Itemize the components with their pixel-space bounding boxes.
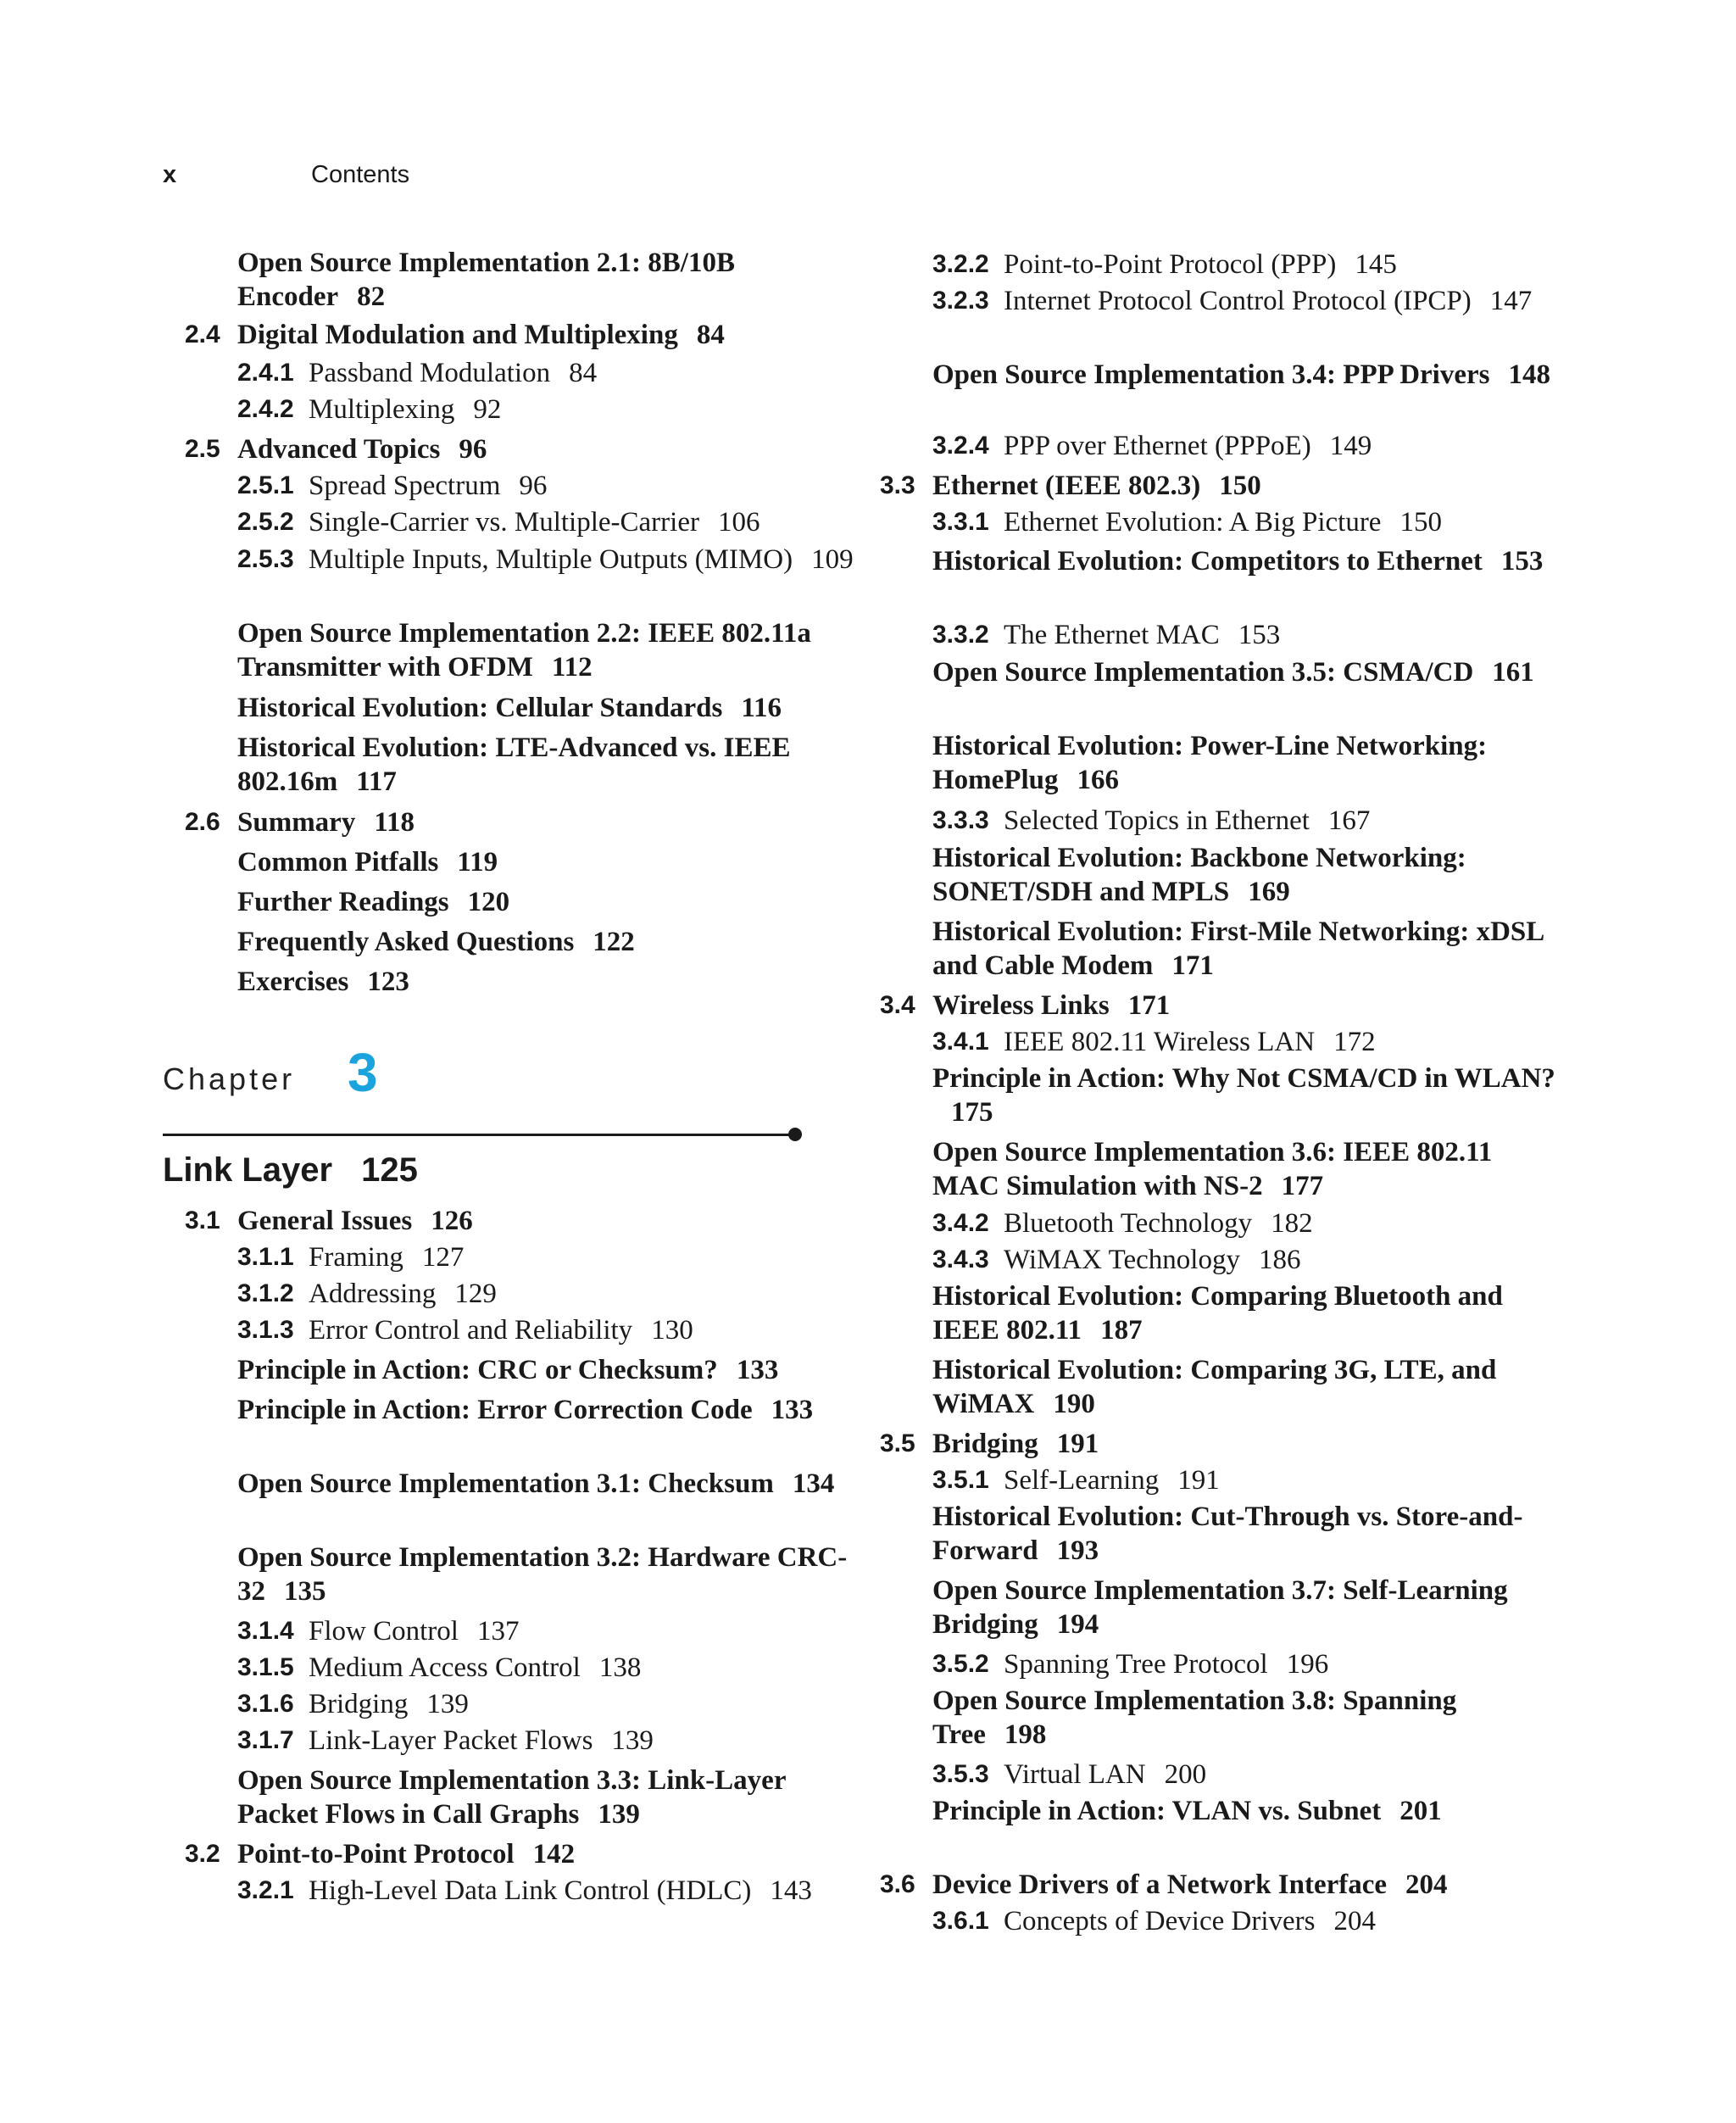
toc-entry-text bbox=[932, 1135, 1560, 1203]
toc-feature-entry[interactable] bbox=[932, 1794, 1560, 1828]
toc-entry-page: 133 bbox=[771, 1395, 814, 1425]
toc-entry-page: 171 bbox=[1171, 950, 1214, 981]
toc-section-entry[interactable] bbox=[185, 1204, 812, 1238]
toc-entry-page: 92 bbox=[473, 394, 502, 425]
toc-entry-text bbox=[932, 1243, 1560, 1277]
toc-section-entry[interactable] bbox=[185, 1837, 812, 1871]
toc-feature-entry[interactable] bbox=[932, 655, 1560, 689]
toc-entry-text bbox=[932, 358, 1560, 392]
toc-entry-page: 118 bbox=[374, 807, 415, 838]
toc-entry-text bbox=[237, 432, 812, 466]
toc-feature-entry[interactable] bbox=[932, 841, 1560, 909]
toc-subsection-entry[interactable] bbox=[932, 1243, 1560, 1277]
toc-feature-entry[interactable] bbox=[932, 1062, 1560, 1129]
toc-entry-number: 3.3.2 bbox=[932, 621, 989, 649]
toc-subsection-entry[interactable] bbox=[237, 469, 865, 503]
toc-entry-page: 200 bbox=[1164, 1759, 1207, 1790]
toc-entry-page: 186 bbox=[1258, 1245, 1301, 1275]
chapter-title-text: Link Layer bbox=[163, 1151, 333, 1189]
toc-entry-page: 172 bbox=[1333, 1027, 1376, 1057]
toc-subsection-entry[interactable] bbox=[237, 1874, 865, 1908]
toc-entry-page: 150 bbox=[1219, 471, 1261, 501]
toc-entry-page: 122 bbox=[593, 927, 635, 957]
toc-entry-text bbox=[932, 248, 1560, 281]
toc-entry-text bbox=[237, 1313, 865, 1347]
toc-entry-text bbox=[237, 691, 865, 725]
toc-entry-title: Historical Evolution: LTE-Advanced vs. IEEE 802.16m bbox=[237, 733, 791, 797]
toc-entry-text bbox=[237, 543, 865, 577]
toc-entry-number: 3.2.3 bbox=[932, 287, 989, 315]
toc-entry-title: Further Readings bbox=[237, 887, 449, 917]
toc-feature-entry[interactable] bbox=[237, 925, 865, 959]
toc-entry-page: 201 bbox=[1399, 1796, 1442, 1826]
toc-entry-page: 193 bbox=[1056, 1535, 1099, 1566]
toc-subsection-entry[interactable] bbox=[237, 393, 865, 426]
toc-entry-title: WiMAX Technology bbox=[1004, 1245, 1240, 1275]
toc-entry-number: 3.6.1 bbox=[932, 1907, 989, 1935]
toc-entry-title: Bluetooth Technology bbox=[1004, 1208, 1253, 1239]
toc-entry-title: Selected Topics in Ethernet bbox=[1004, 805, 1310, 836]
toc-entry-text bbox=[237, 965, 865, 999]
chapter-title bbox=[163, 1151, 418, 1190]
toc-entry-text bbox=[237, 1874, 865, 1908]
toc-entry-title: Historical Evolution: Comparing Bluetooth and IEEE 802.11 bbox=[932, 1281, 1503, 1346]
toc-entry-page: 194 bbox=[1056, 1609, 1099, 1640]
toc-entry-text bbox=[932, 1684, 1560, 1752]
toc-entry-title: Concepts of Device Drivers bbox=[1004, 1906, 1316, 1936]
toc-entry-title: Open Source Implementation 3.1: Checksum bbox=[237, 1468, 774, 1499]
toc-entry-title: Historical Evolution: Backbone Networking: SONET/SDH and MPLS bbox=[932, 843, 1466, 907]
toc-feature-entry[interactable] bbox=[237, 1541, 865, 1608]
toc-entry-page: 148 bbox=[1508, 359, 1550, 390]
toc-subsection-entry[interactable] bbox=[237, 1313, 865, 1347]
toc-entry-text bbox=[237, 1614, 865, 1648]
toc-entry-text bbox=[932, 544, 1560, 578]
toc-entry-text bbox=[932, 284, 1560, 318]
toc-entry-number: 3.2.4 bbox=[932, 432, 989, 460]
toc-section-entry[interactable] bbox=[185, 805, 812, 839]
toc-entry-number: 3.3 bbox=[880, 471, 915, 499]
toc-feature-entry[interactable] bbox=[237, 885, 865, 919]
toc-entry-number: 2.5.1 bbox=[237, 471, 294, 499]
toc-entry-title: Spread Spectrum bbox=[309, 471, 501, 501]
toc-entry-number: 2.5.2 bbox=[237, 508, 294, 536]
toc-subsection-entry[interactable] bbox=[237, 543, 865, 577]
toc-entry-title: Single-Carrier vs. Multiple-Carrier bbox=[309, 507, 699, 538]
toc-entry-text bbox=[932, 841, 1560, 909]
toc-entry-text bbox=[237, 393, 865, 426]
toc-entry-number: 2.4 bbox=[185, 320, 220, 348]
toc-entry-text bbox=[237, 469, 865, 503]
toc-entry-title: Virtual LAN bbox=[1004, 1759, 1146, 1790]
toc-entry-page: 191 bbox=[1056, 1429, 1099, 1459]
toc-feature-entry[interactable] bbox=[932, 1574, 1560, 1641]
toc-entry-title: Medium Access Control bbox=[309, 1652, 581, 1683]
toc-entry-number: 3.1.3 bbox=[237, 1316, 294, 1344]
toc-section-entry[interactable] bbox=[880, 1427, 1507, 1461]
toc-entry-text bbox=[237, 1724, 865, 1758]
toc-entry-page: 117 bbox=[356, 766, 397, 797]
toc-entry-title: Principle in Action: Why Not CSMA/CD in WLAN? bbox=[932, 1063, 1555, 1094]
toc-subsection-entry[interactable] bbox=[932, 1647, 1560, 1681]
toc-entry-text bbox=[237, 505, 865, 539]
toc-subsection-entry[interactable] bbox=[932, 284, 1560, 318]
toc-entry-title: Common Pitfalls bbox=[237, 847, 439, 878]
toc-entry-page: 204 bbox=[1333, 1906, 1376, 1936]
toc-entry-page: 161 bbox=[1492, 657, 1534, 688]
chapter-title-page: 125 bbox=[361, 1151, 418, 1189]
toc-entry-text bbox=[932, 1463, 1560, 1497]
toc-subsection-entry[interactable] bbox=[932, 1758, 1560, 1791]
toc-entry-title: Summary bbox=[237, 807, 356, 838]
toc-entry-page: 120 bbox=[467, 887, 510, 917]
toc-entry-page: 130 bbox=[651, 1315, 693, 1346]
toc-entry-text bbox=[237, 1541, 865, 1608]
toc-entry-page: 135 bbox=[284, 1576, 326, 1607]
toc-entry-number: 3.5.3 bbox=[932, 1760, 989, 1788]
toc-entry-title: Spanning Tree Protocol bbox=[1004, 1649, 1268, 1680]
toc-entry-text bbox=[932, 505, 1560, 539]
toc-entry-number: 3.1.2 bbox=[237, 1279, 294, 1307]
toc-entry-page: 143 bbox=[770, 1875, 812, 1906]
toc-entry-text bbox=[237, 925, 865, 959]
toc-entry-title: Open Source Implementation 3.3: Link-Layer Packet Flows in Call Graphs bbox=[237, 1765, 786, 1830]
toc-entry-page: 82 bbox=[357, 281, 386, 312]
toc-entry-title: Ethernet Evolution: A Big Picture bbox=[1004, 507, 1382, 538]
toc-entry-text bbox=[237, 356, 865, 390]
toc-entry-text bbox=[932, 915, 1560, 983]
toc-entry-page: 204 bbox=[1405, 1869, 1448, 1900]
toc-entry-number: 3.6 bbox=[880, 1870, 915, 1898]
toc-entry-text bbox=[932, 1025, 1560, 1059]
toc-entry-title: Principle in Action: CRC or Checksum? bbox=[237, 1355, 718, 1385]
chapter-rule-dot bbox=[788, 1128, 802, 1141]
toc-entry-text bbox=[932, 1904, 1560, 1938]
toc-subsection-entry[interactable] bbox=[932, 429, 1560, 463]
toc-entry-text bbox=[237, 1204, 812, 1238]
toc-entry-title: Historical Evolution: Cellular Standards bbox=[237, 693, 723, 723]
toc-entry-title: Principle in Action: VLAN vs. Subnet bbox=[932, 1796, 1382, 1826]
toc-entry-text bbox=[237, 885, 865, 919]
toc-entry-number: 3.1.4 bbox=[237, 1617, 294, 1645]
toc-entry-number: 3.2.1 bbox=[237, 1876, 294, 1904]
toc-entry-title: Point-to-Point Protocol bbox=[237, 1839, 515, 1869]
toc-entry-title: Self-Learning bbox=[1004, 1465, 1160, 1496]
toc-feature-entry[interactable] bbox=[237, 965, 865, 999]
toc-entry-title: Open Source Implementation 2.1: 8B/10B Encoder bbox=[237, 248, 735, 312]
toc-subsection-entry[interactable] bbox=[237, 1240, 865, 1274]
toc-entry-page: 175 bbox=[951, 1097, 993, 1128]
toc-entry-title: Link-Layer Packet Flows bbox=[309, 1725, 593, 1756]
toc-feature-entry[interactable] bbox=[932, 1135, 1560, 1203]
toc-entry-text bbox=[237, 731, 865, 799]
toc-feature-entry[interactable] bbox=[932, 915, 1560, 983]
toc-entry-title: Historical Evolution: Competitors to Ethernet bbox=[932, 546, 1483, 577]
toc-entry-text bbox=[237, 246, 865, 314]
toc-entry-text bbox=[932, 1500, 1560, 1568]
toc-subsection-entry[interactable] bbox=[237, 1687, 865, 1721]
toc-entry-page: 84 bbox=[696, 320, 725, 350]
toc-entry-title: PPP over Ethernet (PPPoE) bbox=[1004, 431, 1311, 461]
toc-entry-number: 3.2.2 bbox=[932, 250, 989, 278]
toc-entry-title: Open Source Implementation 3.4: PPP Drivers bbox=[932, 359, 1490, 390]
toc-entry-title: Addressing bbox=[309, 1279, 437, 1309]
toc-feature-entry[interactable] bbox=[237, 1764, 865, 1831]
toc-entry-number: 3.1.6 bbox=[237, 1690, 294, 1718]
toc-entry-text bbox=[932, 1279, 1560, 1347]
toc-entry-number: 2.4.2 bbox=[237, 395, 294, 423]
toc-entry-number: 3.1.5 bbox=[237, 1653, 294, 1681]
toc-entry-number: 3.1.7 bbox=[237, 1726, 294, 1754]
toc-entry-number: 3.4.1 bbox=[932, 1028, 989, 1056]
toc-entry-title: Open Source Implementation 3.5: CSMA/CD bbox=[932, 657, 1474, 688]
toc-entry-text bbox=[237, 1467, 865, 1501]
toc-entry-number: 3.4 bbox=[880, 991, 915, 1019]
toc-subsection-entry[interactable] bbox=[237, 505, 865, 539]
toc-entry-page: 112 bbox=[551, 652, 593, 683]
toc-feature-entry[interactable] bbox=[932, 729, 1560, 797]
toc-entry-title: Open Source Implementation 3.7: Self-Learning Bridging bbox=[932, 1575, 1508, 1640]
toc-entry-title: Historical Evolution: First-Mile Networking: xDSL and Cable Modem bbox=[932, 917, 1544, 981]
toc-entry-page: 142 bbox=[532, 1839, 576, 1869]
toc-entry-title: Passband Modulation bbox=[309, 358, 551, 388]
toc-entry-page: 116 bbox=[741, 693, 782, 723]
toc-entry-page: 96 bbox=[519, 471, 548, 501]
toc-subsection-entry[interactable] bbox=[932, 618, 1560, 652]
toc-section-entry[interactable] bbox=[880, 469, 1507, 503]
toc-entry-title: Multiplexing bbox=[309, 394, 455, 425]
toc-entry-text bbox=[932, 1647, 1560, 1681]
toc-entry-page: 139 bbox=[598, 1799, 640, 1830]
toc-entry-page: 147 bbox=[1489, 286, 1533, 316]
toc-entry-page: 123 bbox=[367, 967, 409, 997]
toc-entry-title: Ethernet (IEEE 802.3) bbox=[932, 471, 1201, 501]
toc-entry-page: 139 bbox=[426, 1689, 469, 1719]
toc-entry-text bbox=[932, 1574, 1560, 1641]
toc-entry-page: 167 bbox=[1327, 805, 1371, 836]
toc-entry-title: Open Source Implementation 3.2: Hardware CRC-32 bbox=[237, 1542, 848, 1607]
toc-entry-number: 3.3.3 bbox=[932, 806, 989, 834]
toc-entry-title: Error Control and Reliability bbox=[309, 1315, 633, 1346]
toc-entry-page: 177 bbox=[1281, 1171, 1324, 1201]
toc-entry-text bbox=[932, 729, 1560, 797]
toc-subsection-entry[interactable] bbox=[237, 1724, 865, 1758]
toc-entry-page: 96 bbox=[459, 434, 487, 465]
chapter-rule bbox=[163, 1134, 795, 1136]
toc-entry-number: 3.5.1 bbox=[932, 1466, 989, 1494]
toc-feature-entry[interactable] bbox=[237, 1467, 865, 1501]
toc-entry-page: 109 bbox=[811, 544, 854, 575]
toc-feature-entry[interactable] bbox=[932, 1279, 1560, 1347]
toc-entry-title: Exercises bbox=[237, 967, 349, 997]
toc-entry-text bbox=[932, 1062, 1560, 1129]
toc-entry-title: Open Source Implementation 2.2: IEEE 802.11a Transmitter with OFDM bbox=[237, 618, 811, 683]
toc-entry-text bbox=[932, 1353, 1560, 1421]
toc-entry-text bbox=[237, 1277, 865, 1311]
toc-entry-page: 191 bbox=[1177, 1465, 1220, 1496]
toc-entry-number: 3.1.1 bbox=[237, 1243, 294, 1271]
toc-entry-title: Frequently Asked Questions bbox=[237, 927, 575, 957]
toc-subsection-entry[interactable] bbox=[237, 1277, 865, 1311]
toc-entry-text bbox=[237, 1837, 812, 1871]
chapter-label: Chapter bbox=[163, 1062, 296, 1096]
toc-section-entry[interactable] bbox=[185, 432, 812, 466]
toc-entry-title: Historical Evolution: Comparing 3G, LTE, and WiMAX bbox=[932, 1355, 1497, 1419]
toc-subsection-entry[interactable] bbox=[237, 1651, 865, 1685]
toc-entry-text bbox=[932, 804, 1560, 838]
toc-entry-number: 3.4.2 bbox=[932, 1209, 989, 1237]
toc-entry-text bbox=[237, 805, 812, 839]
toc-entry-title: Open Source Implementation 3.8: Spanning Tree bbox=[932, 1686, 1457, 1750]
toc-entry-text bbox=[237, 318, 812, 352]
toc-entry-text bbox=[237, 616, 865, 684]
toc-feature-entry[interactable] bbox=[932, 1684, 1560, 1752]
toc-entry-page: 127 bbox=[421, 1242, 465, 1273]
toc-entry-title: Point-to-Point Protocol (PPP) bbox=[1004, 249, 1337, 280]
toc-entry-text bbox=[932, 1794, 1560, 1828]
toc-entry-title: Open Source Implementation 3.6: IEEE 802.11 MAC Simulation with NS-2 bbox=[932, 1137, 1493, 1201]
toc-feature-entry[interactable] bbox=[237, 1393, 865, 1427]
toc-entry-page: 137 bbox=[476, 1616, 520, 1647]
toc-subsection-entry[interactable] bbox=[932, 804, 1560, 838]
toc-entry-page: 166 bbox=[1077, 765, 1119, 795]
toc-entry-number: 2.5 bbox=[185, 435, 220, 463]
toc-entry-text bbox=[237, 1240, 865, 1274]
toc-feature-entry[interactable] bbox=[237, 246, 865, 314]
toc-entry-page: 84 bbox=[569, 358, 598, 388]
toc-entry-page: 133 bbox=[736, 1355, 779, 1385]
toc-feature-entry[interactable] bbox=[932, 544, 1560, 578]
toc-entry-title: Framing bbox=[309, 1242, 403, 1273]
toc-entry-title: Bridging bbox=[309, 1689, 409, 1719]
toc-entry-number: 3.1 bbox=[185, 1206, 220, 1234]
toc-entry-title: Principle in Action: Error Correction Code bbox=[237, 1395, 753, 1425]
toc-subsection-entry[interactable] bbox=[237, 356, 865, 390]
toc-feature-entry[interactable] bbox=[237, 731, 865, 799]
toc-entry-text bbox=[932, 1868, 1507, 1902]
toc-entry-text bbox=[932, 618, 1560, 652]
toc-entry-page: 187 bbox=[1100, 1315, 1143, 1346]
toc-entry-title: Historical Evolution: Cut-Through vs. Store-and-Forward bbox=[932, 1502, 1523, 1566]
toc-entry-page: 139 bbox=[611, 1725, 654, 1756]
toc-feature-entry[interactable] bbox=[237, 845, 865, 879]
toc-entry-title: High-Level Data Link Control (HDLC) bbox=[309, 1875, 752, 1906]
toc-section-entry[interactable] bbox=[880, 1868, 1507, 1902]
toc-entry-title: Multiple Inputs, Multiple Outputs (MIMO) bbox=[309, 544, 793, 575]
toc-entry-title: Flow Control bbox=[309, 1616, 459, 1647]
toc-entry-text bbox=[932, 1758, 1560, 1791]
toc-entry-page: 129 bbox=[454, 1279, 497, 1309]
toc-feature-entry[interactable] bbox=[237, 691, 865, 725]
toc-entry-page: 196 bbox=[1286, 1649, 1329, 1680]
toc-entry-page: 198 bbox=[1004, 1719, 1047, 1750]
toc-entry-title: Device Drivers of a Network Interface bbox=[932, 1869, 1388, 1900]
toc-entry-text bbox=[932, 1427, 1507, 1461]
toc-entry-page: 169 bbox=[1248, 877, 1290, 907]
toc-entry-page: 119 bbox=[457, 847, 498, 878]
toc-entry-title: Wireless Links bbox=[932, 990, 1110, 1021]
toc-entry-number: 3.4.3 bbox=[932, 1245, 989, 1273]
toc-feature-entry[interactable] bbox=[932, 1353, 1560, 1421]
toc-entry-title: Advanced Topics bbox=[237, 434, 441, 465]
page-folio: x bbox=[163, 161, 177, 188]
toc-entry-page: 145 bbox=[1355, 249, 1397, 280]
toc-entry-title: IEEE 802.11 Wireless LAN bbox=[1004, 1027, 1316, 1057]
toc-entry-text bbox=[237, 1393, 865, 1427]
toc-entry-page: 134 bbox=[792, 1468, 835, 1499]
toc-entry-text bbox=[237, 1687, 865, 1721]
toc-subsection-entry[interactable] bbox=[932, 1463, 1560, 1497]
toc-entry-page: 138 bbox=[598, 1652, 642, 1683]
toc-feature-entry[interactable] bbox=[237, 616, 865, 684]
toc-entry-title: Internet Protocol Control Protocol (IPCP) bbox=[1004, 286, 1472, 316]
toc-entry-text bbox=[932, 429, 1560, 463]
toc-entry-number: 3.2 bbox=[185, 1840, 220, 1868]
toc-entry-number: 3.5.2 bbox=[932, 1650, 989, 1678]
toc-entry-page: 153 bbox=[1238, 620, 1281, 650]
toc-entry-text bbox=[932, 469, 1507, 503]
toc-entry-title: General Issues bbox=[237, 1206, 413, 1236]
toc-entry-page: 153 bbox=[1500, 546, 1544, 577]
toc-feature-entry[interactable] bbox=[932, 358, 1560, 392]
toc-entry-text bbox=[237, 1353, 865, 1387]
toc-entry-text bbox=[237, 845, 865, 879]
toc-feature-entry[interactable] bbox=[237, 1353, 865, 1387]
toc-entry-page: 171 bbox=[1127, 990, 1171, 1021]
toc-entry-page: 150 bbox=[1399, 507, 1442, 538]
toc-section-entry[interactable] bbox=[880, 989, 1507, 1022]
toc-entry-number: 2.4.1 bbox=[237, 359, 294, 387]
toc-subsection-entry[interactable] bbox=[932, 1904, 1560, 1938]
toc-entry-text bbox=[932, 1206, 1560, 1240]
toc-entry-title: Digital Modulation and Multiplexing bbox=[237, 320, 678, 350]
toc-subsection-entry[interactable] bbox=[932, 248, 1560, 281]
toc-entry-text bbox=[932, 989, 1507, 1022]
toc-entry-number: 3.3.1 bbox=[932, 508, 989, 536]
toc-entry-page: 126 bbox=[431, 1206, 473, 1236]
chapter-number: 3 bbox=[348, 1042, 378, 1103]
toc-section-entry[interactable] bbox=[185, 318, 812, 352]
toc-subsection-entry[interactable] bbox=[932, 1025, 1560, 1059]
toc-entry-text bbox=[932, 655, 1560, 689]
toc-entry-page: 190 bbox=[1053, 1389, 1095, 1419]
toc-entry-text bbox=[237, 1764, 865, 1831]
toc-entry-title: The Ethernet MAC bbox=[1004, 620, 1220, 650]
toc-entry-title: Historical Evolution: Power-Line Networking: HomePlug bbox=[932, 731, 1488, 795]
toc-entry-page: 182 bbox=[1271, 1208, 1313, 1239]
toc-subsection-entry[interactable] bbox=[932, 1206, 1560, 1240]
running-head-label: Contents bbox=[311, 161, 410, 188]
toc-subsection-entry[interactable] bbox=[237, 1614, 865, 1648]
toc-entry-number: 3.5 bbox=[880, 1429, 915, 1457]
toc-subsection-entry[interactable] bbox=[932, 505, 1560, 539]
toc-feature-entry[interactable] bbox=[932, 1500, 1560, 1568]
toc-entry-text bbox=[237, 1651, 865, 1685]
toc-entry-title: Bridging bbox=[932, 1429, 1038, 1459]
toc-entry-page: 106 bbox=[717, 507, 760, 538]
toc-entry-page: 149 bbox=[1329, 431, 1372, 461]
toc-entry-number: 2.5.3 bbox=[237, 545, 294, 573]
toc-entry-number: 2.6 bbox=[185, 808, 220, 836]
